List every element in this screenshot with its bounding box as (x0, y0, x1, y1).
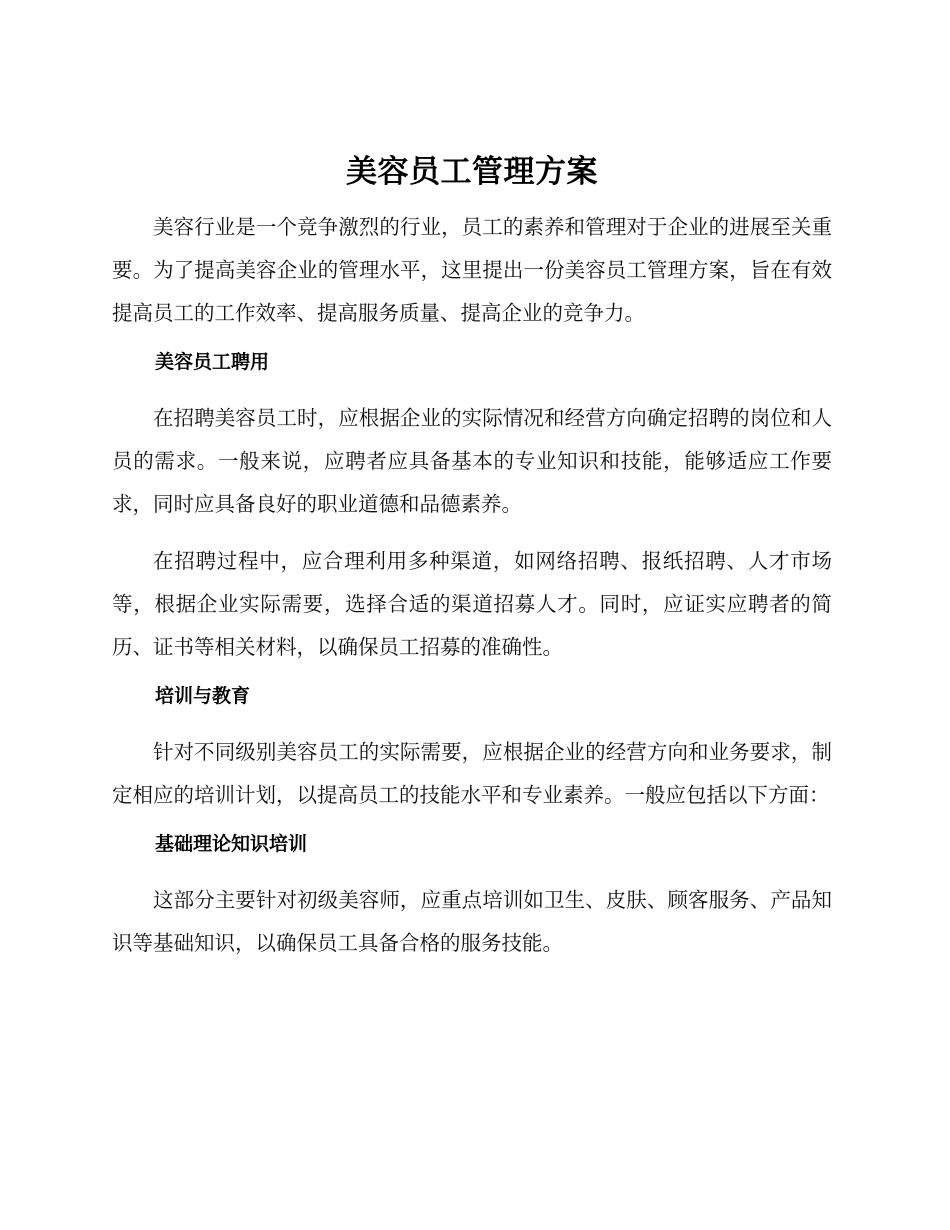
section-heading-basic-theory: 基础理论知识培训 (155, 833, 308, 855)
section-heading-training: 培训与教育 (155, 685, 251, 707)
document-page (112, 148, 832, 979)
basic-theory-paragraph-1: 这部分主要针对初级美容师，应重点培训如卫生、皮肤、顾客服务、产品知识等基础知识，以确保员工具备合格的服务技能。 (112, 888, 832, 955)
recruitment-paragraph-1: 在招聘美容员工时，应根据企业的实际情况和经营方向确定招聘的岗位和人员的需求。一般来说，应聘者应具备基本的专业知识和技能，能够适应工作要求，同时应具备良好的职业道德和品德素养。 (112, 406, 832, 516)
section-heading-recruitment: 美容员工聘用 (155, 351, 270, 373)
document-title: 美容员工管理方案 (346, 154, 598, 190)
recruitment-paragraph-2: 在招聘过程中，应合理利用多种渠道，如网络招聘、报纸招聘、人才市场等，根据企业实际需要，选择合适的渠道招募人才。同时，应证实应聘者的简历、证书等相关材料，以确保员工招募的准确性。 (112, 549, 832, 659)
training-paragraph-1: 针对不同级别美容员工的实际需要，应根据企业的经营方向和业务要求，制定相应的培训计划，以提高员工的技能水平和专业素养。一般应包括以下方面： (112, 740, 832, 807)
intro-paragraph: 美容行业是一个竞争激烈的行业，员工的素养和管理对于企业的进展至关重要。为了提高美容企业的管理水平，这里提出一份美容员工管理方案，旨在有效提高员工的工作效率、提高服务质量、提高企业的竞争力。 (112, 215, 832, 325)
